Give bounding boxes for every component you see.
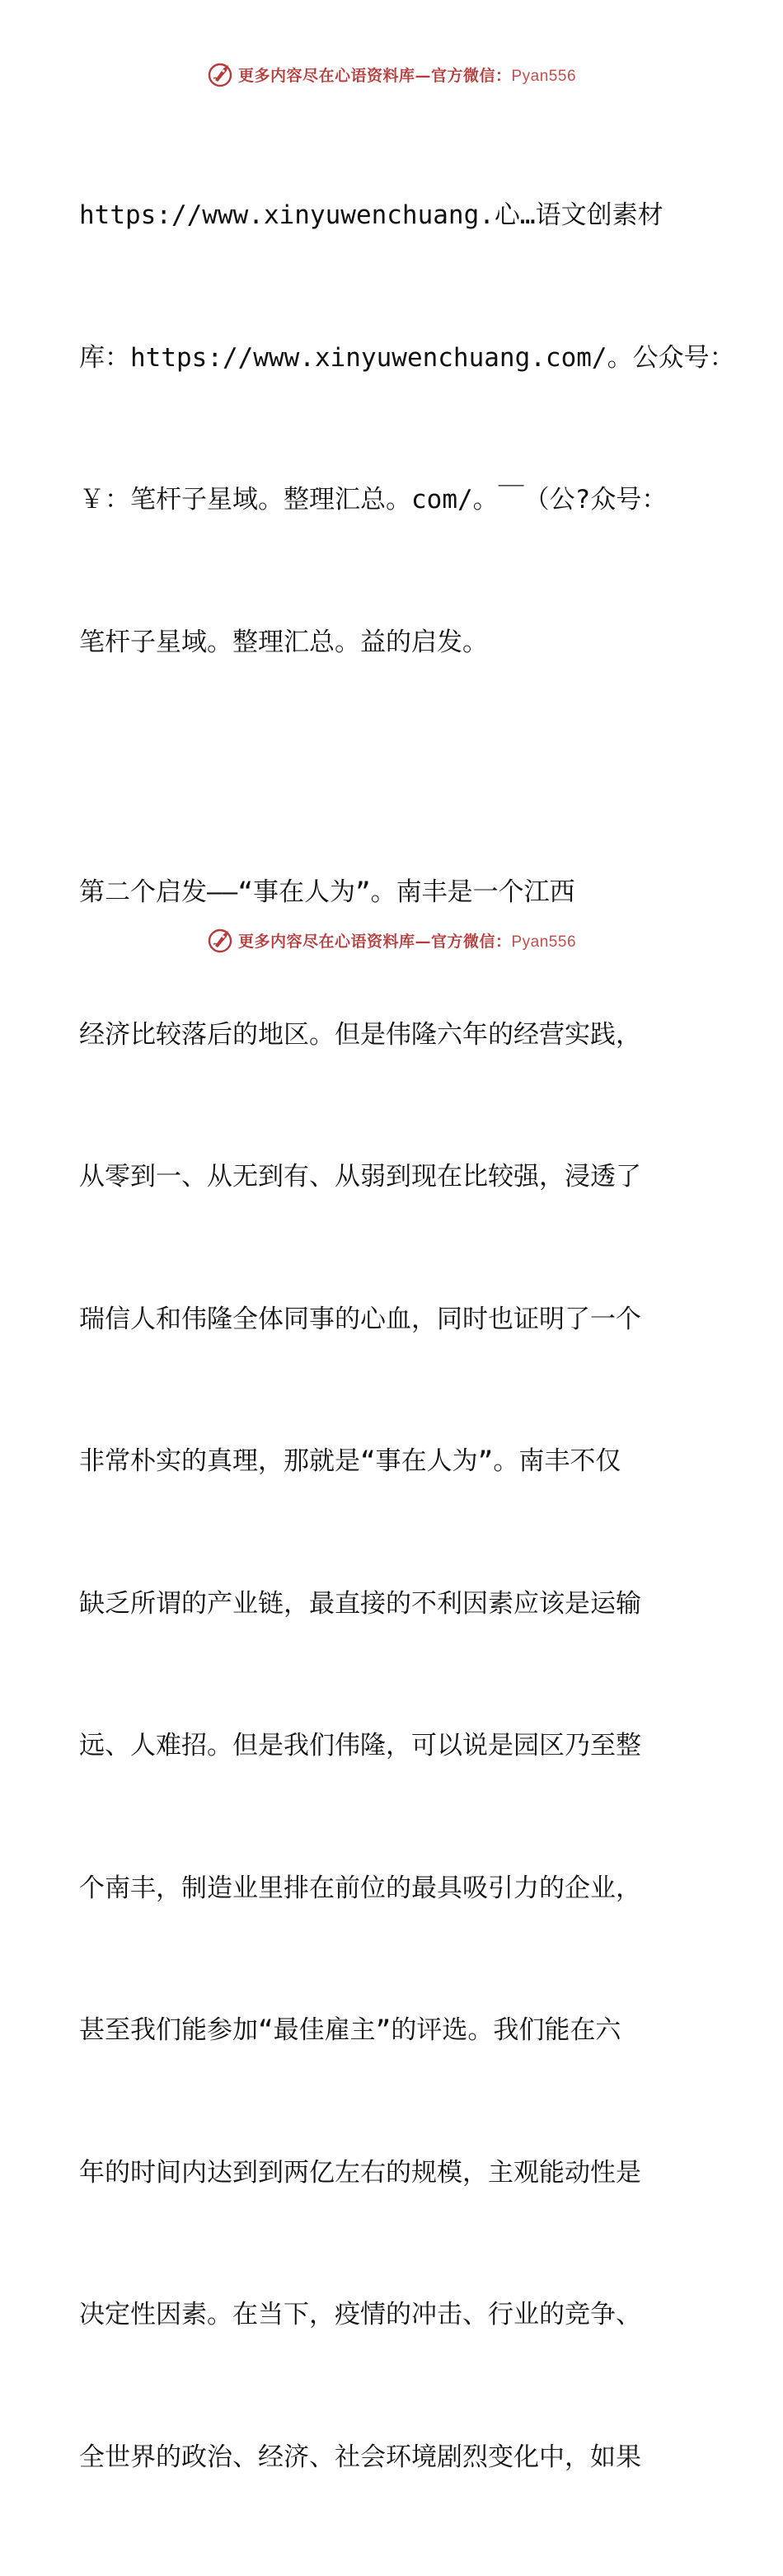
header-banner-text: [238, 63, 576, 86]
pen-nib-circle-icon: [207, 60, 235, 88]
text-line: 库：https://www.xinyuwenchuang.com/。公众号：: [79, 342, 735, 373]
footer-banner: [0, 924, 783, 957]
text-line: 全世界的政治、经济、社会环境剧烈变化中，如果: [79, 2442, 641, 2472]
text-line: 缺乏所谓的产业链，最直接的不利因素应该是运输: [79, 1588, 641, 1619]
text-line: 笔杆子星域。整理汇总。益的启发。: [79, 627, 488, 657]
footer-banner-text: [238, 929, 576, 952]
header-banner-handle: Pyan556: [511, 67, 577, 85]
text-line: 经济比较落后的地区。但是伟隆六年的经营实践，: [79, 1019, 641, 1050]
pen-nib-circle-icon: [207, 926, 235, 954]
text-line: 远、人难招。但是我们伟隆，可以说是园区乃至整: [79, 1731, 641, 1760]
text-line: 个南丰，制造业里排在前位的最具吸引力的企业，: [79, 1873, 641, 1903]
text-line: 甚至我们能参加“最佳雇主”的评选。我们能在六: [79, 2015, 621, 2045]
text-line: 非常朴实的真理，那就是“事在人为”。南丰不仅: [79, 1446, 621, 1476]
footer-banner-main: 更多内容尽在心语资料库—官方微信：: [237, 932, 512, 951]
text-line: 从零到一、从无到有、从弱到现在比较强，浸透了: [79, 1162, 641, 1192]
paragraph-2: [79, 774, 706, 2576]
paragraph-1: [79, 97, 735, 761]
text-line: ￥：笔杆子星域。整理汇总。com/。￣（公?众号：: [79, 485, 668, 515]
text-line: 年的时间内达到到两亿左右的规模，主观能动性是: [79, 2157, 641, 2188]
document-body: [79, 97, 735, 2576]
text-line: 决定性因素。在当下，疫情的冲击、行业的竞争、: [79, 2300, 641, 2329]
footer-banner-handle: Pyan556: [511, 933, 577, 951]
text-line: https://www.xinyuwenchuang.心…语文创素材: [79, 200, 663, 230]
header-banner-main: 更多内容尽在心语资料库—官方微信：: [237, 66, 512, 85]
text-line: 瑞信人和伟隆全体同事的心血，同时也证明了一个: [79, 1304, 641, 1334]
header-banner: [0, 58, 783, 91]
text-line: 第二个启发——“事在人为”。南丰是一个江西: [79, 877, 575, 907]
